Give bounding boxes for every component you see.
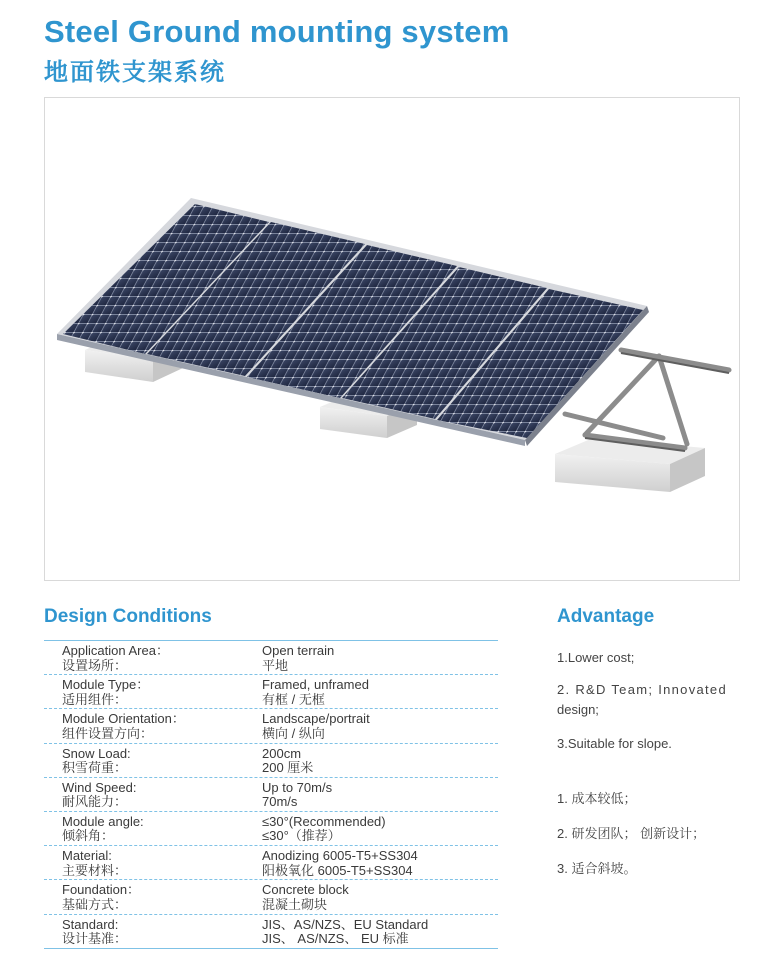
- row-value-en: Open terrain: [262, 643, 335, 658]
- row-label-zh: 设计基准：: [62, 931, 128, 946]
- advantage-item-zh-3: 3. 适合斜坡。: [557, 861, 637, 876]
- row-label-en: Standard:: [62, 916, 119, 932]
- row-label-en: Module Type：: [62, 677, 150, 693]
- table-row: [44, 675, 498, 709]
- page-title: Steel Ground mounting system: [44, 14, 510, 49]
- design-conditions-heading: Design Conditions: [44, 606, 212, 627]
- row-label-en: Snow Load:: [62, 745, 131, 761]
- row-value-en: JIS、AS/NZS、EU Standard: [262, 916, 429, 932]
- row-value-zh: 横向 / 纵向: [262, 725, 325, 741]
- row-label-zh: 设置场所：: [62, 657, 128, 673]
- table-row: [44, 880, 498, 914]
- row-label-zh: 基础方式：: [62, 896, 128, 912]
- table-row: [44, 641, 498, 675]
- row-value-en: Concrete block: [262, 882, 349, 898]
- row-value-zh: 有框 / 无框: [262, 691, 325, 707]
- advantage-item-3: 3.Suitable for slope.: [557, 736, 672, 751]
- row-value-en: ≤30°(Recommended): [262, 813, 386, 829]
- design-conditions-table: [44, 640, 498, 949]
- table-row: [44, 915, 498, 949]
- row-label-en: Module angle:: [62, 813, 144, 829]
- row-label-en: Material:: [62, 848, 112, 864]
- table-row: [44, 709, 498, 743]
- row-value-zh: 70m/s: [262, 794, 298, 810]
- product-photo: [44, 97, 740, 581]
- advantage-item-2: 2. R&D Team; Innovated: [557, 682, 727, 697]
- solar-mount-illustration: [45, 98, 739, 580]
- row-value-en: Up to 70m/s: [262, 779, 333, 795]
- row-value-zh: 混凝土砌块: [262, 896, 328, 912]
- row-value-zh: 阳极氧化 6005-T5+SS304: [262, 862, 413, 878]
- table-row: [44, 778, 498, 812]
- table-row: [44, 812, 498, 846]
- row-value-zh: 200 厘米: [262, 760, 314, 776]
- row-label-en: Wind Speed:: [62, 779, 137, 795]
- row-value-en: Anodizing 6005-T5+SS304: [262, 848, 418, 864]
- row-label-zh: 积雪荷重：: [62, 760, 128, 776]
- row-label-zh: 适用组件：: [62, 691, 128, 707]
- row-label-en: Foundation：: [62, 882, 141, 898]
- advantage-heading: Advantage: [557, 606, 655, 627]
- row-label-zh: 倾斜角：: [62, 828, 115, 844]
- table-row: [44, 744, 498, 778]
- advantage-item-zh-1: 1. 成本较低；: [557, 791, 637, 806]
- advantage-item-zh-2: 2. 研发团队； 创新设计；: [557, 826, 706, 841]
- row-value-en: 200cm: [262, 745, 302, 761]
- row-value-zh: JIS、 AS/NZS、 EU 标准: [262, 931, 409, 946]
- table-row: [44, 846, 498, 880]
- row-label-zh: 耐风能力：: [62, 794, 128, 810]
- row-value-en: Landscape/portrait: [262, 711, 370, 727]
- row-label-zh: 组件设置方向：: [62, 725, 154, 741]
- row-value-en: Framed, unframed: [262, 677, 369, 693]
- row-label-en: Application Area：: [62, 643, 169, 658]
- advantage-item-1: 1.Lower cost;: [557, 650, 635, 665]
- row-value-zh: 平地: [262, 657, 289, 673]
- row-value-zh: ≤30°（推荐）: [262, 828, 341, 844]
- row-label-en: Module Orientation：: [62, 711, 185, 727]
- advantage-item-2-cont: design;: [557, 702, 599, 717]
- row-label-zh: 主要材料：: [62, 862, 128, 878]
- page-title-chinese: 地面铁支架系统: [44, 59, 226, 86]
